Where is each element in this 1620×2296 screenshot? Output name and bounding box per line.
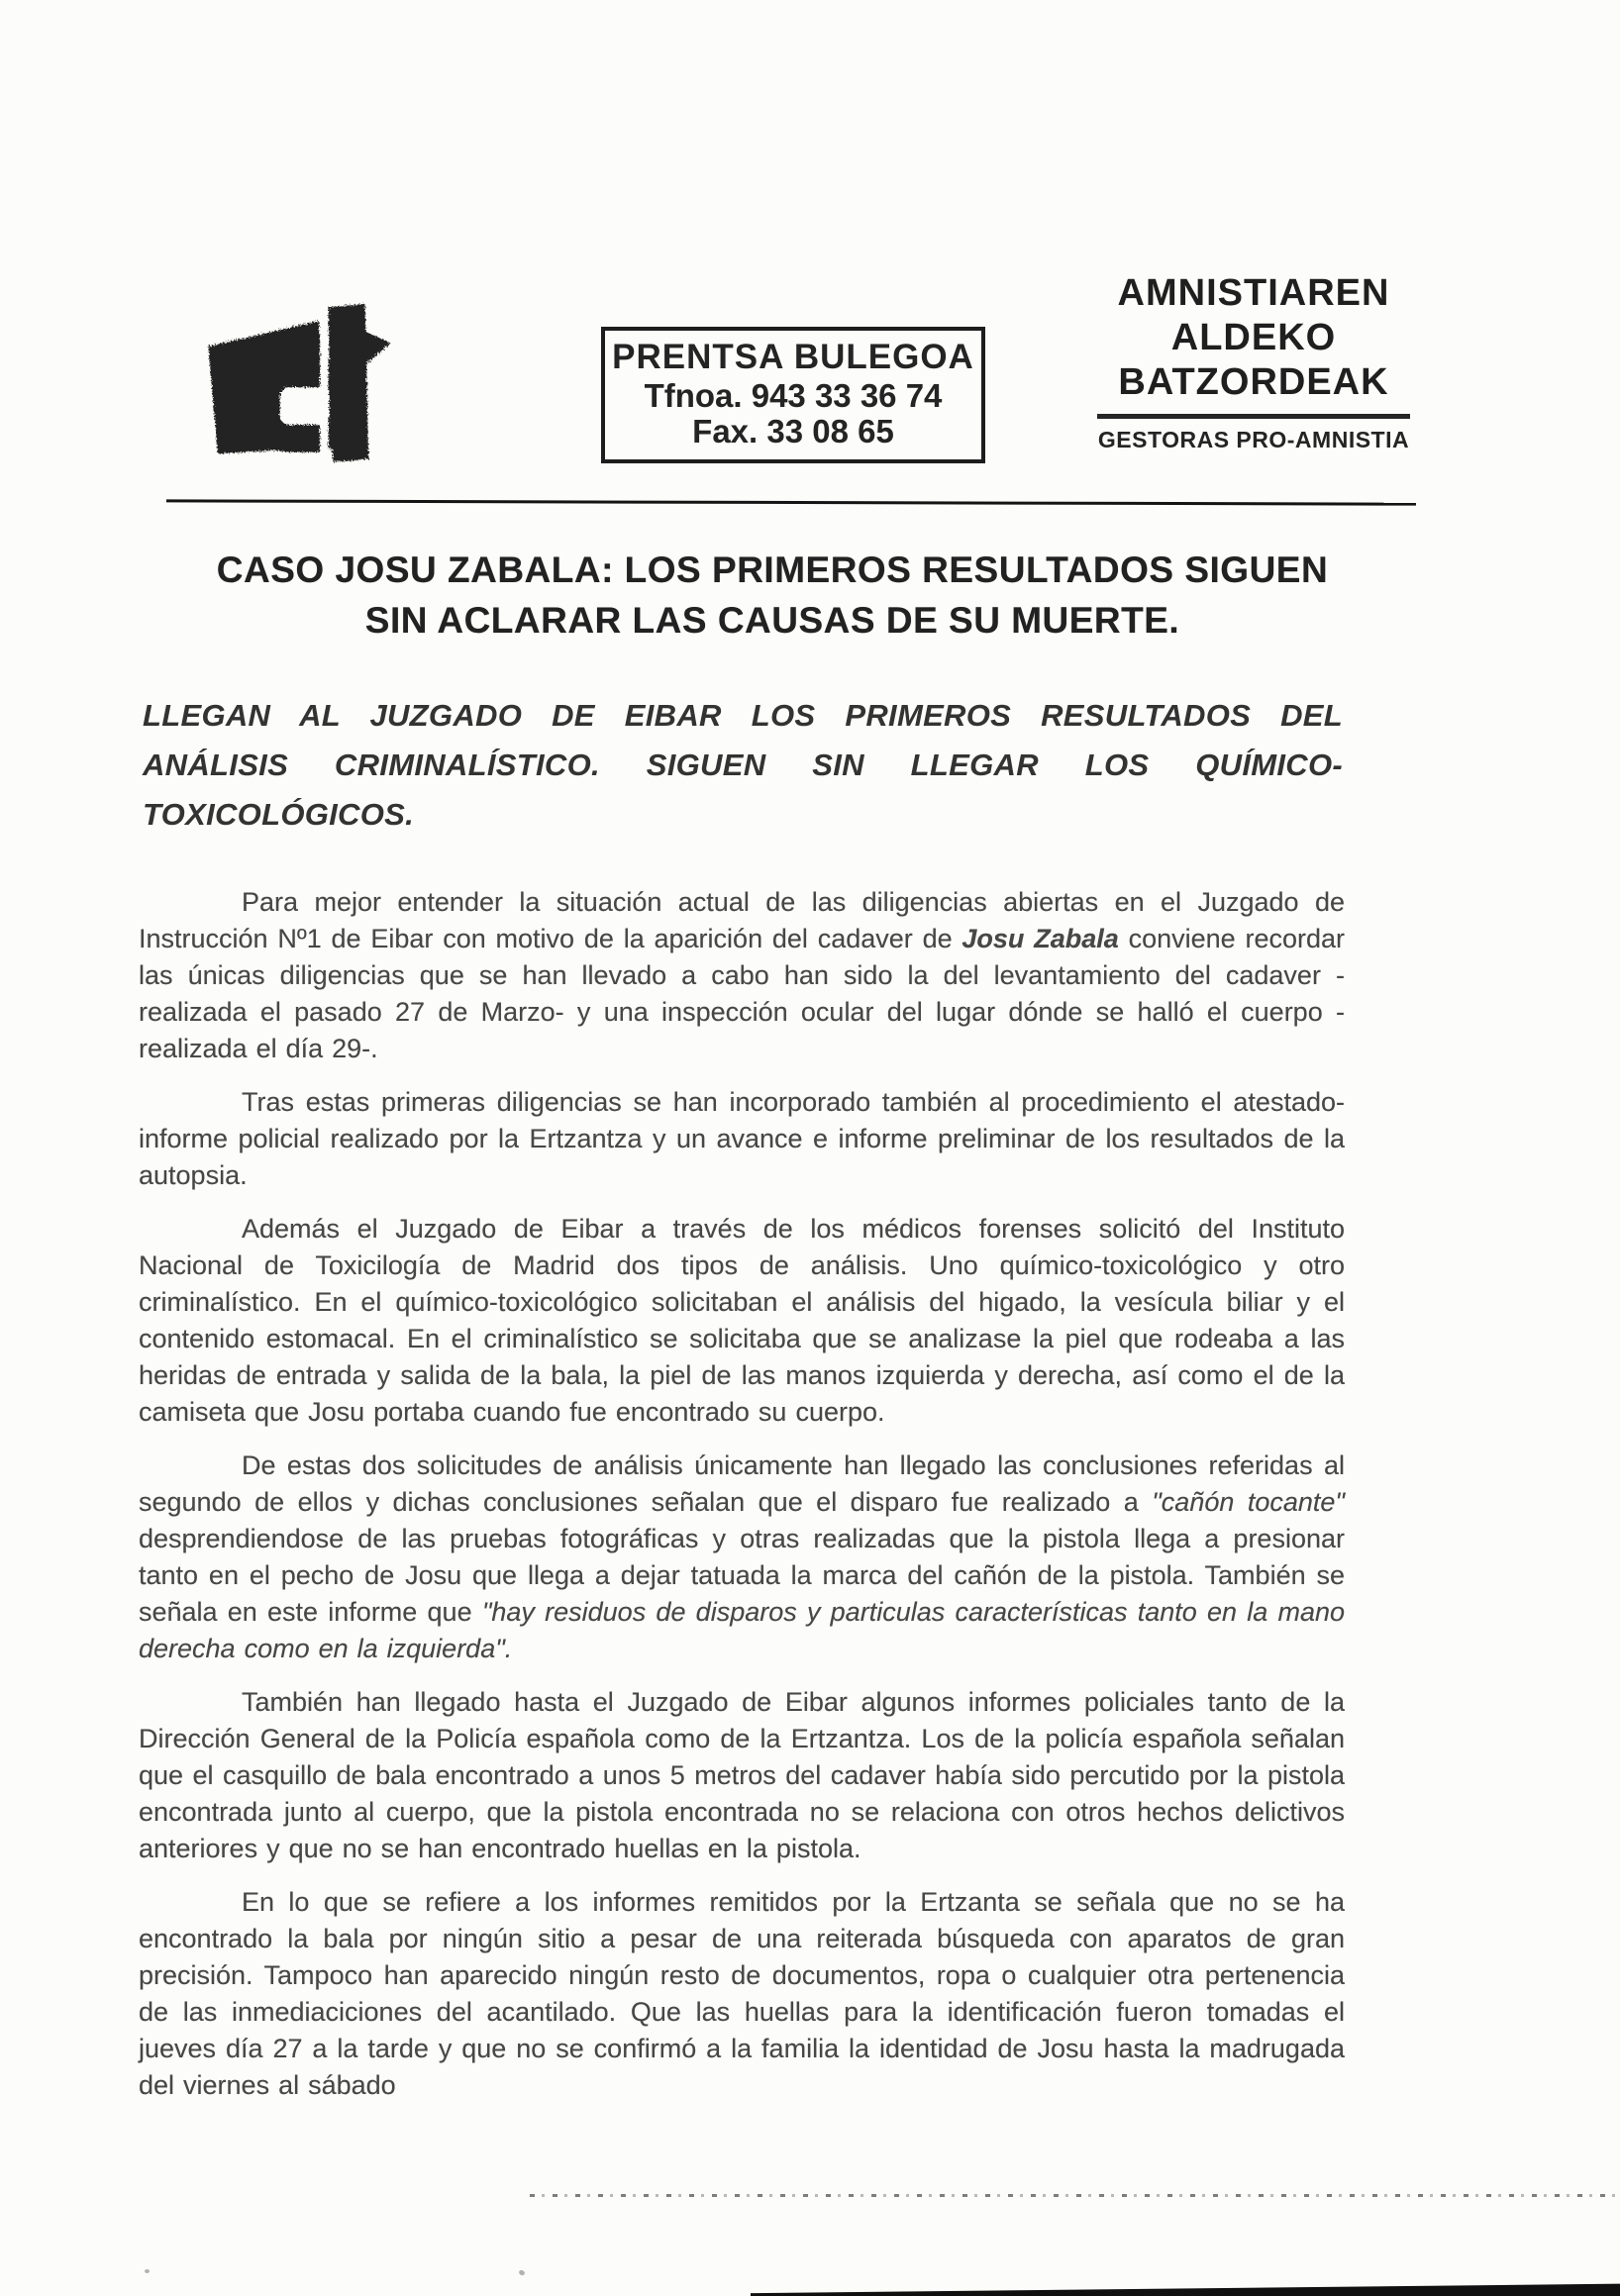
organization-logo-icon: [198, 281, 394, 477]
document-subtitle-line: ANÁLISIS CRIMINALÍSTICO. SIGUEN SIN LLEGAR LOS QUÍMICO-: [143, 748, 1343, 782]
body-paragraph: Además el Juzgado de Eibar a través de los médicos forenses solicitó del Instituto Nacional de Toxicilogía de Madrid dos tipos de análisis. Uno químico-toxicológico y otro criminalístico. En el químico-toxicológico solicitaban el análisis del higado, la vesícula biliar y el contenido estomacal. En el criminalístico se solicitaba que se analizase la piel que rodeaba a las heridas de entrada y salida de la bala, la piel de las manos izquierda y derecha, así como el de la camiseta que Josu portaba cuando fue encontrado su cuerpo.: [139, 1214, 1345, 1427]
org-name-line: BATZORDEAK: [1118, 361, 1389, 403]
press-office-fax: Fax. 33 08 65: [692, 413, 894, 449]
body-paragraph: Para mejor entender la situación actual de las diligencias abiertas en el Juzgado de Instrucción Nº1 de Eibar con motivo de la aparición del cadaver de Josu Zabala conviene recordar las únicas diligencias que se han llevado a cabo han sido la del levantamiento del cadaver -realizada el pasado 27 de Marzo- y una inspección ocular del lugar dónde se halló el cuerpo -realizada el día 29-.: [139, 887, 1345, 1063]
document-subtitle-line: LLEGAN AL JUZGADO DE EIBAR LOS PRIMEROS RESULTADOS DEL: [143, 698, 1343, 733]
document-subtitle: [143, 691, 1343, 840]
scan-artifact-bottom-edge: [751, 2283, 1620, 2296]
org-name-line: AMNISTIAREN: [1117, 272, 1390, 314]
organization-name-block: [1077, 271, 1430, 453]
press-office-stamp: [601, 327, 985, 463]
org-divider: [1097, 414, 1410, 419]
body-paragraph: De estas dos solicitudes de análisis únicamente han llegado las conclusiones referidas al segundo de ellos y dichas conclusiones señalan que el disparo fue realizado a "cañón tocante" desprendiendose de las pruebas fotográficas y otras realizadas que la pistola llega a presionar tanto en el pecho de Josu que llega a dejar tatuada la marca del cañón de la pistola. También se señala en este informe que "hay residuos de disparos y particulas características tanto en la mano derecha como en la izquierda".: [139, 1450, 1346, 1663]
scan-artifact-speck: [145, 2269, 150, 2273]
document-title-line: CASO JOSU ZABALA: LOS PRIMEROS RESULTADOS SIGUEN: [216, 549, 1329, 590]
scan-artifact-speck: [518, 2269, 526, 2277]
body-paragraph: Tras estas primeras diligencias se han incorporado también al procedimiento el atestado-informe policial realizado por la Ertzantza y un avance e informe preliminar de los resultados de la autopsia.: [139, 1087, 1345, 1190]
header-rule: [166, 499, 1416, 505]
org-subtitle: GESTORAS PRO-AMNISTIA: [1097, 427, 1410, 452]
body-paragraph: También han llegado hasta el Juzgado de Eibar algunos informes policiales tanto de la Dirección General de la Policía española como de la Ertzantza. Los de la policía española señalan que el casquillo de bala encontrado a unos 5 metros del cadaver había sido percutido por la pistola encontrada junto al cuerpo, que la pistola encontrada no se relaciona con otros hechos delictivos anteriores y que no se han encontrado huellas en la pistola.: [139, 1687, 1345, 1863]
document-title: [139, 545, 1406, 646]
org-name-line: ALDEKO: [1170, 317, 1337, 358]
document-body: [139, 884, 1345, 2121]
scan-artifact-dashed-line: [530, 2194, 1615, 2197]
press-office-phone: Tfnoa. 943 33 36 74: [644, 377, 943, 414]
document-title-line: SIN ACLARAR LAS CAUSAS DE SU MUERTE.: [364, 600, 1180, 641]
press-office-title: PRENTSA BULEGOA: [612, 338, 974, 376]
document-subtitle-line: TOXICOLÓGICOS.: [143, 797, 415, 832]
body-paragraph: En lo que se refiere a los informes remitidos por la Ertzanta se señala que no se ha encontrado la bala por ningún sitio a pesar de una reiterada búsqueda con aparatos de gran precisión. Tampoco han aparecido ningún resto de documentos, ropa o cualquier otra pertenencia de las inmediaciciones del acantilado. Que las huellas para la identificación fueron tomadas el jueves día 27 a la tarde y que no se confirmó a la familia la identidad de Josu hasta la madrugada del viernes al sábado: [139, 1887, 1345, 2100]
